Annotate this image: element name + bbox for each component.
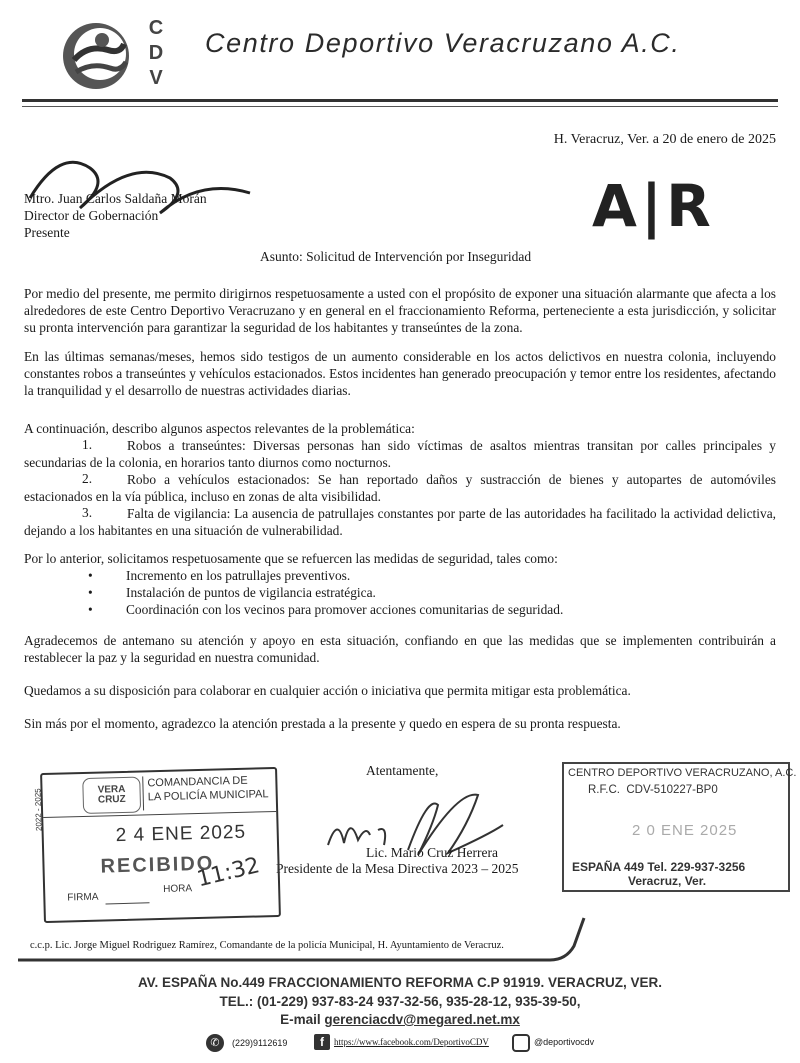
cdv-stamp-city: Veracruz, Ver. bbox=[628, 874, 707, 888]
signer-title: Presidente de la Mesa Directiva 2023 – 2025 bbox=[276, 861, 519, 876]
police-received-stamp bbox=[33, 767, 281, 923]
logo-letter-d: D bbox=[148, 42, 164, 64]
measure-item: Instalación de puntos de vigilancia estratégica. bbox=[126, 585, 376, 600]
cdv-stamp bbox=[562, 762, 797, 892]
recipient-title: Director de Gobernación bbox=[24, 208, 159, 223]
stamp-side-text: 2022 - 2025 bbox=[33, 788, 44, 832]
recipient-block bbox=[24, 190, 207, 241]
footer-phones: TEL.: (01-229) 937-83-24 937-32-56, 935-28-12, 935-39-50, bbox=[219, 994, 581, 1009]
stamp-received: RECIBIDO bbox=[100, 852, 215, 878]
header-rule-bottom bbox=[22, 106, 778, 107]
recipient-presente: Presente bbox=[24, 225, 70, 240]
logo-swirl-icon bbox=[58, 14, 148, 94]
logo-letter-c: C bbox=[148, 17, 164, 39]
paragraph-issues-intro: A continuación, describo algunos aspectos relevantes de la problemática: bbox=[24, 421, 415, 436]
recipient-name: Mtro. Juan Carlos Saldaña Morán bbox=[24, 191, 207, 206]
stamp-unit-line: LA POLICÍA MUNICIPAL bbox=[147, 788, 269, 804]
paragraph-farewell: Sin más por el momento, agradezco la atención prestada a la presente y quedo en espera de su pronta respuesta. bbox=[24, 716, 621, 731]
handwritten-mark: A|R bbox=[592, 172, 715, 240]
cdv-stamp-rfc: R.F.C. CDV-510227-BP0 bbox=[588, 784, 718, 796]
footer-email-label: E-mail bbox=[280, 1012, 325, 1027]
header-rule-top bbox=[22, 99, 778, 102]
firma-line bbox=[106, 902, 150, 904]
stamp-hora-value: 11:32 bbox=[194, 853, 263, 893]
measure-item: Incremento en los patrullajes preventivos. bbox=[126, 568, 351, 583]
bullet: • bbox=[88, 602, 93, 617]
stamp-unit bbox=[142, 773, 278, 811]
bullet: • bbox=[88, 585, 93, 600]
issue-number: 1. bbox=[82, 437, 93, 452]
cdv-stamp-address: ESPAÑA 449 Tel. 229-937-3256 bbox=[572, 860, 746, 874]
ccp-line: c.c.p. Lic. Jorge Miguel Rodriguez Ramírez, Comandante de la policía Municipal, H. Ayuntamiento de Veracruz. bbox=[30, 940, 504, 951]
stamp-firma-label: FIRMA bbox=[67, 891, 99, 904]
instagram-icon bbox=[512, 1034, 530, 1052]
issue-number: 3. bbox=[82, 505, 93, 520]
whatsapp-number[interactable]: (229)9112619 bbox=[232, 1038, 288, 1048]
footer-divider bbox=[0, 908, 800, 966]
logo-letter-v: V bbox=[149, 67, 163, 89]
organization-title: Centro Deportivo Veracruzano A.C. bbox=[205, 28, 681, 58]
paragraph-thanks: Agradecemos de antemano su atención y apoyo en esta situación, confiando en que las medidas que se implementen contribuirán a restablecer la paz y la seguridad en nuestra comunidad. bbox=[24, 633, 776, 665]
cdv-stamp-name: CENTRO DEPORTIVO VERACRUZANO, A.C. bbox=[568, 767, 797, 779]
police-crest-icon bbox=[82, 777, 141, 815]
issue-item: Falta de vigilancia: La ausencia de patrullajes constantes por parte de las autoridades ha facilitado la actividad delictiva, dejando a los habitantes en una situación de vulnerabilidad. bbox=[24, 506, 776, 538]
measure-item: Coordinación con los vecinos para promover acciones comunitarias de seguridad. bbox=[126, 602, 564, 617]
footer-email-line bbox=[0, 1012, 800, 1027]
footer-address: AV. ESPAÑA No.449 FRACCIONAMIENTO REFORMA C.P 91919. VERACRUZ, VER. bbox=[137, 975, 663, 990]
crest-text: VERA CRUZ bbox=[97, 783, 126, 806]
facebook-icon: f bbox=[314, 1034, 330, 1050]
logo-letters bbox=[146, 16, 166, 91]
closing: Atentamente, bbox=[366, 763, 439, 778]
place-date: H. Veracruz, Ver. a 20 de enero de 2025 bbox=[553, 132, 776, 147]
stamp-hora-label: HORA bbox=[163, 883, 193, 895]
stamp-unit-line: COMANDANCIA DE bbox=[147, 774, 248, 790]
footer-email[interactable]: gerenciacdv@megared.net.mx bbox=[324, 1012, 520, 1027]
bullet: • bbox=[88, 568, 93, 583]
cdv-stamp-date: 2 0 ENE 2025 bbox=[632, 822, 738, 839]
paragraph-measures-intro: Por lo anterior, solicitamos respetuosamente que se refuercen las medidas de seguridad, tales como: bbox=[24, 551, 558, 566]
signer-name: Lic. Mario Cruz Herrera bbox=[366, 845, 498, 860]
subject-line: Asunto: Solicitud de Intervención por Inseguridad bbox=[260, 249, 532, 264]
issue-item: Robos a transeúntes: Diversas personas han sido víctimas de asaltos mientras transitan por calles principales y secundarias de la colonia, en horarios tanto diurnos como nocturnos. bbox=[24, 438, 776, 470]
footer-social bbox=[206, 1032, 626, 1054]
issue-item: Robo a vehículos estacionados: Se han reportado daños y sustracción de bienes y autopartes de automóviles estacionados en la vía pública, incluso en zonas de alta visibilidad. bbox=[24, 472, 776, 504]
instagram-handle[interactable]: @deportivocdv bbox=[534, 1037, 595, 1047]
facebook-link[interactable]: https://www.facebook.com/DeportivoCDV bbox=[334, 1037, 489, 1047]
paragraph-intro: Por medio del presente, me permito dirigirnos respetuosamente a usted con el propósito de exponer una situación alarmante que afecta a los alrededores de este Centro Deportivo Veracruzano y en general en el fraccionamiento Reforma, perteneciente a esta jurisdicción, y solicitar su pronta intervención para garantizar la seguridad de los habitantes y transeúntes de la zona. bbox=[24, 286, 776, 335]
logo bbox=[58, 14, 148, 94]
paragraph-context: En las últimas semanas/meses, hemos sido testigos de un aumento considerable en los actos delictivos en nuestra colonia, incluyendo constantes robos a transeúntes y vehículos estacionados. Estos incidentes han generado preocupación y temor entre los residentes, afectando la tranquilidad y el desarrollo de nuestras actividades diarias. bbox=[24, 349, 776, 398]
whatsapp-icon: ✆ bbox=[206, 1034, 224, 1052]
issue-number: 2. bbox=[82, 471, 93, 486]
paragraph-availability: Quedamos a su disposición para colaborar en cualquier acción o iniciativa que permita mitigar esta problemática. bbox=[24, 683, 631, 698]
stamp-rule bbox=[43, 811, 276, 818]
stamp-date: 2 4 ENE 2025 bbox=[115, 821, 247, 847]
